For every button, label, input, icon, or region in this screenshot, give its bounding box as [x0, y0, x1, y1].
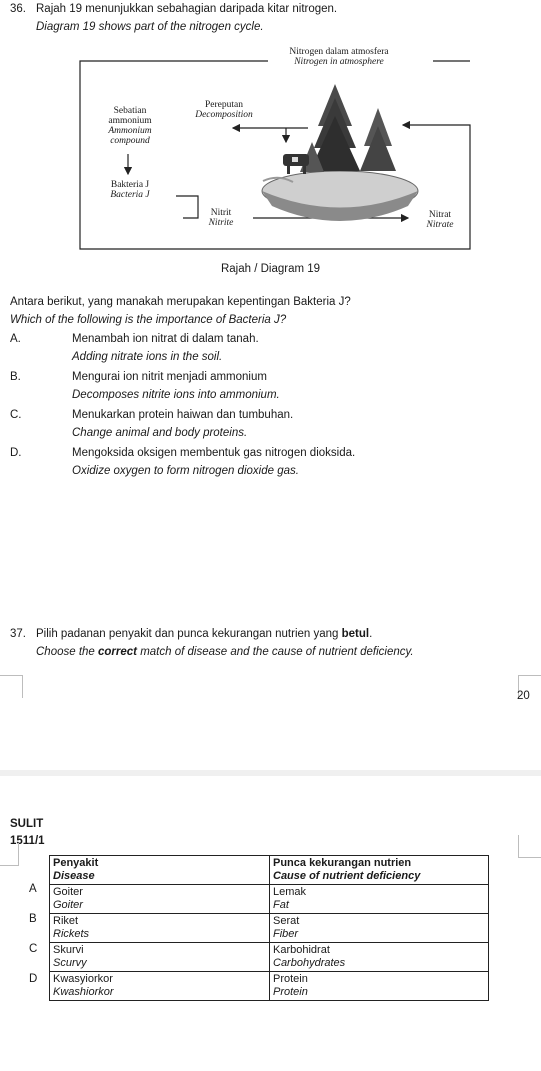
- page-separator: [0, 770, 541, 776]
- header-cause-english: Cause of nutrient deficiency: [273, 870, 421, 882]
- cause-english: Protein: [273, 986, 308, 998]
- nitrogen-cycle-diagram: [78, 46, 472, 254]
- option-a-english: Adding nitrate ions in the soil.: [72, 351, 223, 363]
- option-c-malay: Menukarkan protein haiwan dan tumbuhan.: [72, 409, 294, 421]
- question-36-number: 36.: [10, 3, 26, 15]
- cause-cell: [270, 914, 489, 943]
- label-nitrite: [192, 208, 250, 228]
- header-disease-english: Disease: [53, 870, 95, 882]
- question-36-prompt-english: Which of the following is the importance of Bacteria J?: [10, 314, 287, 326]
- header-disease: [50, 856, 270, 885]
- ammonium-label-malay: Sebatian ammonium: [108, 106, 152, 126]
- nitrite-label-english: Nitrite: [208, 218, 234, 228]
- nitrite-label-malay: Nitrit: [210, 208, 232, 218]
- disease-english: Goiter: [53, 899, 83, 911]
- disease-cell: [50, 914, 270, 943]
- disease-cell: [50, 885, 270, 914]
- row-d-letter: D: [29, 973, 38, 985]
- option-c-letter: C.: [10, 409, 22, 421]
- cause-english: Fat: [273, 899, 289, 911]
- table-row: [50, 914, 489, 943]
- option-b-english: Decomposes nitrite ions into ammonium.: [72, 389, 280, 401]
- diagram-caption: Rajah / Diagram 19: [220, 263, 321, 275]
- option-a-letter: A.: [10, 333, 21, 345]
- option-a-malay: Menambah ion nitrat di dalam tanah.: [72, 333, 259, 345]
- option-d-letter: D.: [10, 447, 22, 459]
- q37-english-bold: correct: [98, 646, 138, 658]
- row-c-letter: C: [29, 943, 38, 955]
- option-d-english: Oxidize oxygen to form nitrogen dioxide gas.: [72, 465, 299, 477]
- page-corner-mark: [0, 843, 19, 866]
- header-paper-code: 1511/1: [10, 835, 45, 847]
- cause-malay: Lemak: [273, 886, 307, 898]
- disease-malay: Riket: [53, 915, 79, 927]
- atmos-label-malay: Nitrogen dalam atmosfera: [289, 47, 389, 57]
- q37-english-post: match of disease and the cause of nutrient deficiency.: [137, 646, 414, 658]
- disease-cell: [50, 972, 270, 1001]
- q37-english-pre: Choose the: [36, 646, 99, 658]
- header-cause: [270, 856, 489, 885]
- page-number: 20: [517, 690, 530, 702]
- option-b-malay: Mengurai ion nitrit menjadi ammonium: [72, 371, 267, 383]
- disease-malay: Skurvi: [53, 944, 84, 956]
- decomposition-label-english: Decomposition: [195, 110, 253, 120]
- disease-english: Kwashiorkor: [53, 986, 114, 998]
- disease-malay: Kwasyiorkor: [53, 973, 113, 985]
- header-disease-malay: Penyakit: [53, 857, 99, 869]
- q37-malay-bold: betul: [341, 628, 370, 640]
- label-ammonium-compound: [96, 106, 164, 146]
- disease-english: Rickets: [53, 928, 90, 940]
- option-b-letter: B.: [10, 371, 21, 383]
- cause-cell: [270, 943, 489, 972]
- row-b-letter: B: [29, 913, 37, 925]
- row-a-letter: A: [29, 883, 37, 895]
- nitrate-label-malay: Nitrat: [428, 210, 452, 220]
- cause-english: Fiber: [273, 928, 299, 940]
- table-header-row: [50, 856, 489, 885]
- cause-cell: [270, 885, 489, 914]
- cause-malay: Protein: [273, 973, 308, 985]
- cause-english: Carbohydrates: [273, 957, 346, 969]
- option-c-english: Change animal and body proteins.: [72, 427, 248, 439]
- label-bacteria-j: [96, 180, 164, 200]
- question-36-stem-malay: Rajah 19 menunjukkan sebahagian daripada kitar nitrogen.: [36, 3, 338, 15]
- page-corner-mark: [518, 835, 541, 858]
- atmos-label-english: Nitrogen in atmosphere: [294, 57, 384, 67]
- table-row: [50, 885, 489, 914]
- table-row: [50, 972, 489, 1001]
- question-36-stem-english: Diagram 19 shows part of the nitrogen cycle.: [36, 21, 264, 33]
- disease-nutrient-table: [49, 855, 489, 1001]
- table-row: [50, 943, 489, 972]
- question-37-number: 37.: [10, 628, 26, 640]
- page-corner-mark: [0, 675, 23, 698]
- bacteria-label-malay: Bakteria J: [110, 180, 150, 190]
- cause-malay: Karbohidrat: [273, 944, 330, 956]
- bacteria-label-english: Bacteria J: [110, 190, 150, 200]
- label-nitrogen-atmosphere: [264, 47, 414, 67]
- label-decomposition: [182, 100, 266, 120]
- disease-cell: [50, 943, 270, 972]
- question-37-stem-english: [36, 646, 414, 658]
- option-d-malay: Mengoksida oksigen membentuk gas nitrogen dioksida.: [72, 447, 356, 459]
- question-37-stem-malay: [36, 628, 372, 640]
- diagram-drawing: [78, 46, 472, 254]
- q37-malay-pre: Pilih padanan penyakit dan punca kekurangan nutrien yang: [36, 628, 342, 640]
- label-nitrate: [414, 210, 466, 230]
- header-sulit: SULIT: [10, 818, 44, 830]
- decomposition-label-malay: Pereputan: [205, 100, 243, 110]
- header-cause-malay: Punca kekurangan nutrien: [273, 857, 412, 869]
- cause-malay: Serat: [273, 915, 300, 927]
- question-36-prompt-malay: Antara berikut, yang manakah merupakan kepentingan Bakteria J?: [10, 296, 351, 308]
- nitrate-label-english: Nitrate: [426, 220, 454, 230]
- disease-malay: Goiter: [53, 886, 83, 898]
- q37-malay-post: .: [369, 628, 373, 640]
- disease-english: Scurvy: [53, 957, 87, 969]
- ammonium-label-english: Ammonium compound: [108, 126, 152, 146]
- cause-cell: [270, 972, 489, 1001]
